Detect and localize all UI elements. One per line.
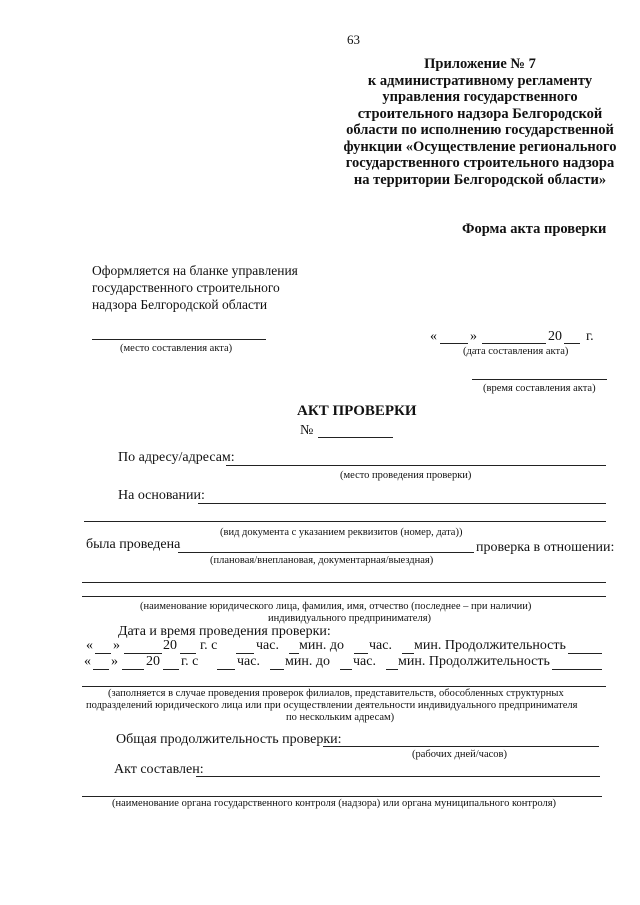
row-from: г. с <box>200 638 218 653</box>
appendix-line: области по исполнению государственной <box>346 122 614 138</box>
blank-note-line: надзора Белгородской области <box>92 297 268 312</box>
date-caption: (дата составления акта) <box>463 346 569 357</box>
date-year-suffix: г. <box>586 329 594 344</box>
act-title: АКТ ПРОВЕРКИ <box>297 403 417 419</box>
row-min-line <box>270 669 284 670</box>
date-year-line <box>564 343 580 344</box>
page-number: 63 <box>347 32 360 47</box>
address-caption: (место проведения проверки) <box>340 470 472 481</box>
duration-caption: (рабочих дней/часов) <box>412 749 507 760</box>
time-caption: (время составления акта) <box>483 383 596 394</box>
row-hour-line <box>217 669 235 670</box>
basis-caption: (вид документа с указанием реквизитов (номер, дата)) <box>220 527 463 538</box>
appendix-line: управления государственного <box>382 89 578 105</box>
row-day-line <box>95 653 111 654</box>
row-from: г. с <box>181 654 199 669</box>
conducted-suffix: проверка в отношении: <box>476 540 615 555</box>
date-year-prefix: 20 <box>548 329 562 344</box>
row-hour2-line <box>340 669 352 670</box>
duration-line <box>323 746 599 747</box>
entity-line-2 <box>82 596 606 597</box>
place-line <box>92 339 266 340</box>
blank-note-line: Оформляется на бланке управления <box>92 263 298 278</box>
row-day-line <box>93 669 109 670</box>
row-duration-label: мин. Продолжительность <box>398 654 550 669</box>
row-open-quote: « <box>86 638 93 653</box>
address-line <box>226 465 606 466</box>
row-duration-line <box>568 653 602 654</box>
branches-line <box>82 686 606 687</box>
place-caption: (место составления акта) <box>120 343 233 354</box>
conducted-label: была проведена <box>86 537 181 552</box>
blank-note-line: государственного строительного <box>92 280 280 295</box>
basis-line-1 <box>198 503 606 504</box>
row-hour-label: час. <box>256 638 279 653</box>
row-year-prefix: 20 <box>163 638 177 653</box>
compiled-label: Акт составлен: <box>114 762 204 777</box>
time-line <box>472 379 607 380</box>
date-close-quote: » <box>470 329 477 344</box>
form-title: Форма акта проверки <box>462 221 607 237</box>
datetime-label: Дата и время проведения проверки: <box>118 624 331 639</box>
act-number-line <box>318 437 393 438</box>
entity-caption-line: индивидуального предпринимателя) <box>268 613 432 624</box>
row-hour-label: час. <box>237 654 260 669</box>
row-hour2-label: час. <box>353 654 376 669</box>
compiled-line-1 <box>196 776 600 777</box>
row-to: мин. до <box>285 654 330 669</box>
appendix-line: к административному регламенту <box>367 72 593 89</box>
appendix-line: строительного надзора Белгородской <box>357 105 603 122</box>
row-min2-line <box>386 669 398 670</box>
row-duration-line <box>552 669 602 670</box>
row-close-quote: » <box>113 638 120 653</box>
entity-caption-line: (наименование юридического лица, фамилия, имя, отчество (последнее – при наличии) <box>140 601 532 612</box>
act-number-sign: № <box>300 423 314 438</box>
date-month-line <box>482 343 546 344</box>
conducted-line <box>178 552 474 553</box>
branches-caption-line: (заполняется в случае проведения проверок филиалов, представительств, обособленных структурных <box>108 688 564 699</box>
appendix-header <box>330 56 630 188</box>
basis-label: На основании: <box>118 488 205 503</box>
address-label: По адресу/адресам: <box>118 450 235 465</box>
appendix-line: государственного строительного надзора <box>345 155 615 171</box>
row-hour2-label: час. <box>369 638 392 653</box>
row-year-line <box>163 669 179 670</box>
row-month-line <box>122 669 144 670</box>
appendix-line: функции «Осуществление регионального <box>343 138 617 155</box>
row-open-quote: « <box>84 654 91 669</box>
entity-line-1 <box>82 582 606 583</box>
appendix-line: на территории Белгородской области» <box>353 171 607 188</box>
compiled-line-2 <box>82 796 602 797</box>
compiled-caption: (наименование органа государственного контроля (надзора) или органа муниципального контроля) <box>112 798 557 809</box>
row-duration-label: мин. Продолжительность <box>414 638 566 653</box>
appendix-title: Приложение № 7 <box>424 56 536 72</box>
row-year-prefix: 20 <box>146 654 160 669</box>
duration-label: Общая продолжительность проверки: <box>116 732 342 747</box>
basis-line-2 <box>84 521 606 522</box>
date-open-quote: « <box>430 329 437 344</box>
branches-caption-line: подразделений юридического лица или при осуществлении деятельности индивидуального предпринимателя <box>86 700 578 711</box>
date-day-line <box>440 343 468 344</box>
row-to: мин. до <box>299 638 344 653</box>
row-close-quote: » <box>111 654 118 669</box>
branches-caption-line: по нескольким адресам) <box>286 712 395 723</box>
blank-note <box>92 262 298 313</box>
conducted-caption: (плановая/внеплановая, документарная/выездная) <box>210 555 434 566</box>
